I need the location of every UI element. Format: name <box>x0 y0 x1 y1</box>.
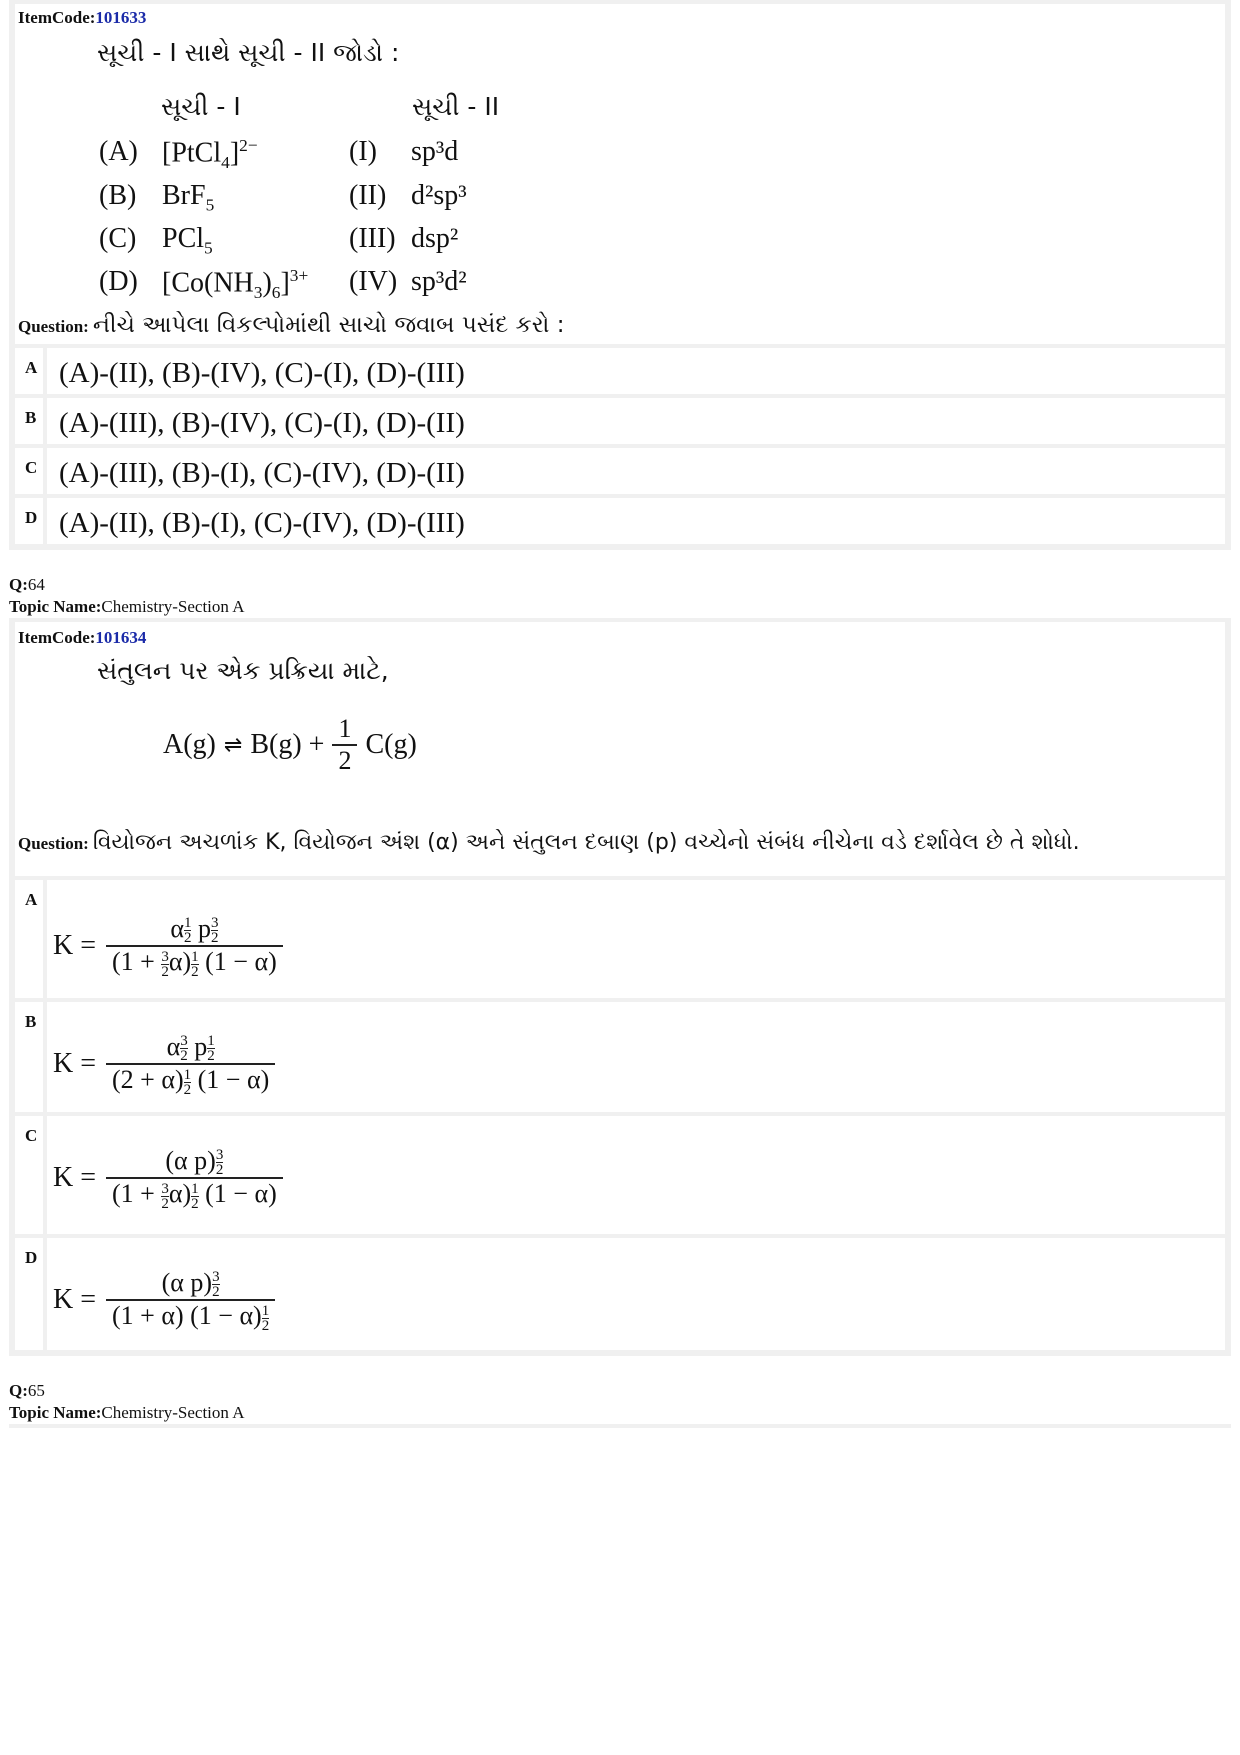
question-label: Question: <box>18 834 89 853</box>
option-d-text: (A)-(II), (B)-(I), (C)-(IV), (D)-(III) <box>59 507 465 539</box>
row-d-formula: $[Co(NH_3)_6]^{3+}$ <box>162 266 309 302</box>
question-text: વિયોજન અચળાંક K, વિયોજન અંશ (α) અને સંતુલન દબાણ (p) વચ્ચેનો સંબંધ નીચેના વડે દર્શાવેલ છે તે શોધો. <box>92 830 1080 855</box>
row-a-formula: [PtCl$_4$]$^{2-}$ <box>162 136 258 172</box>
option-d[interactable] <box>15 1238 1225 1350</box>
option-d-key: D <box>15 1238 47 1350</box>
q-label: Q: <box>9 1381 28 1400</box>
row-d-match-label: (IV) <box>349 266 398 297</box>
itemcode-value: 101634 <box>95 628 147 647</box>
reaction-equation: A(g) ⇌ B(g) + $\frac{1}{2}$ C(g) <box>163 714 417 775</box>
row-c-match-value: dsp² <box>411 223 459 254</box>
row-b-match-value: d²sp³ <box>411 180 467 211</box>
itemcode-value: 101633 <box>95 8 147 27</box>
row-a-label: (A) <box>99 136 138 167</box>
itemcode-label: ItemCode: <box>18 8 96 27</box>
topic-label: Topic Name: <box>9 597 102 616</box>
option-a-formula: K = α $\frac{1}{2}$ p $\frac{3}{2}$ (1 + $\frac{3}{2}$ α) $\frac{1}{2}$ (1 − α) <box>53 914 283 979</box>
option-c-formula: K = (α p) $\frac{3}{2}$ (1 + $\frac{3}{2}$ α) $\frac{1}{2}$ (1 − α) <box>53 1146 283 1211</box>
question-64-stem <box>15 622 1225 876</box>
match-instruction: સૂચી - I સાથે સૂચી - II જોડો : <box>97 38 400 67</box>
option-c-text: (A)-(III), (B)-(I), (C)-(IV), (D)-(II) <box>59 457 465 489</box>
question-row <box>18 312 564 338</box>
topic-name: Chemistry-Section A <box>101 597 245 616</box>
question-64-header <box>9 574 1231 618</box>
option-c-key: C <box>15 448 47 494</box>
itemcode-row <box>18 628 146 648</box>
page <box>9 0 1231 1428</box>
row-a-match-value: sp³d <box>411 136 459 167</box>
option-d-key: D <box>15 498 47 544</box>
q-label: Q: <box>9 575 28 594</box>
option-d[interactable] <box>15 498 1225 544</box>
option-c[interactable] <box>15 448 1225 494</box>
option-b-key: B <box>15 1002 47 1112</box>
option-a-key: A <box>15 348 47 394</box>
question-63-stem <box>15 4 1225 344</box>
q-number: 65 <box>27 1381 45 1400</box>
option-b-text: (A)-(III), (B)-(IV), (C)-(I), (D)-(II) <box>59 407 465 439</box>
question-label: Question: <box>18 317 89 336</box>
row-c-formula: PCl$_5$ <box>162 223 213 258</box>
option-a-text: (A)-(II), (B)-(IV), (C)-(I), (D)-(III) <box>59 357 465 389</box>
row-d-match-value: sp³d² <box>411 266 467 297</box>
option-a[interactable] <box>15 880 1225 998</box>
question-row <box>18 830 1080 855</box>
reaction-intro: સંતુલન પર એક પ્રક્રિયા માટે, <box>97 656 389 685</box>
option-a-key: A <box>15 880 47 998</box>
q-number: 64 <box>27 575 45 594</box>
topic-name: Chemistry-Section A <box>101 1403 245 1422</box>
row-a-match-label: (I) <box>349 136 377 167</box>
option-d-formula: K = (α p) $\frac{3}{2}$ (1 + α) (1 − α) $\frac{1}{2}$ <box>53 1268 275 1333</box>
question-65-header <box>9 1380 1231 1424</box>
list1-header: સૂચી - I <box>161 92 241 121</box>
option-c[interactable] <box>15 1116 1225 1234</box>
option-b[interactable] <box>15 398 1225 444</box>
question-63-block <box>9 0 1231 550</box>
question-text: નીચે આપેલા વિકલ્પોમાંથી સાચો જવાબ પસંદ કરો : <box>92 312 565 338</box>
row-b-label: (B) <box>99 180 137 211</box>
option-a[interactable] <box>15 348 1225 394</box>
row-b-formula: BrF$_5$ <box>162 180 215 215</box>
topic-label: Topic Name: <box>9 1403 102 1422</box>
question-64-block <box>9 618 1231 1356</box>
itemcode-label: ItemCode: <box>18 628 96 647</box>
row-d-label: (D) <box>99 266 138 297</box>
divider <box>9 1424 1231 1428</box>
option-c-key: C <box>15 1116 47 1234</box>
option-b-key: B <box>15 398 47 444</box>
row-c-label: (C) <box>99 223 137 254</box>
itemcode-row <box>18 8 146 28</box>
row-c-match-label: (III) <box>349 223 396 254</box>
option-b[interactable] <box>15 1002 1225 1112</box>
list2-header: સૂચી - II <box>412 92 500 121</box>
row-b-match-label: (II) <box>349 180 387 211</box>
option-b-formula: K = α $\frac{3}{2}$ p $\frac{1}{2}$ (2 + α) $\frac{1}{2}$ (1 − α) <box>53 1032 275 1097</box>
